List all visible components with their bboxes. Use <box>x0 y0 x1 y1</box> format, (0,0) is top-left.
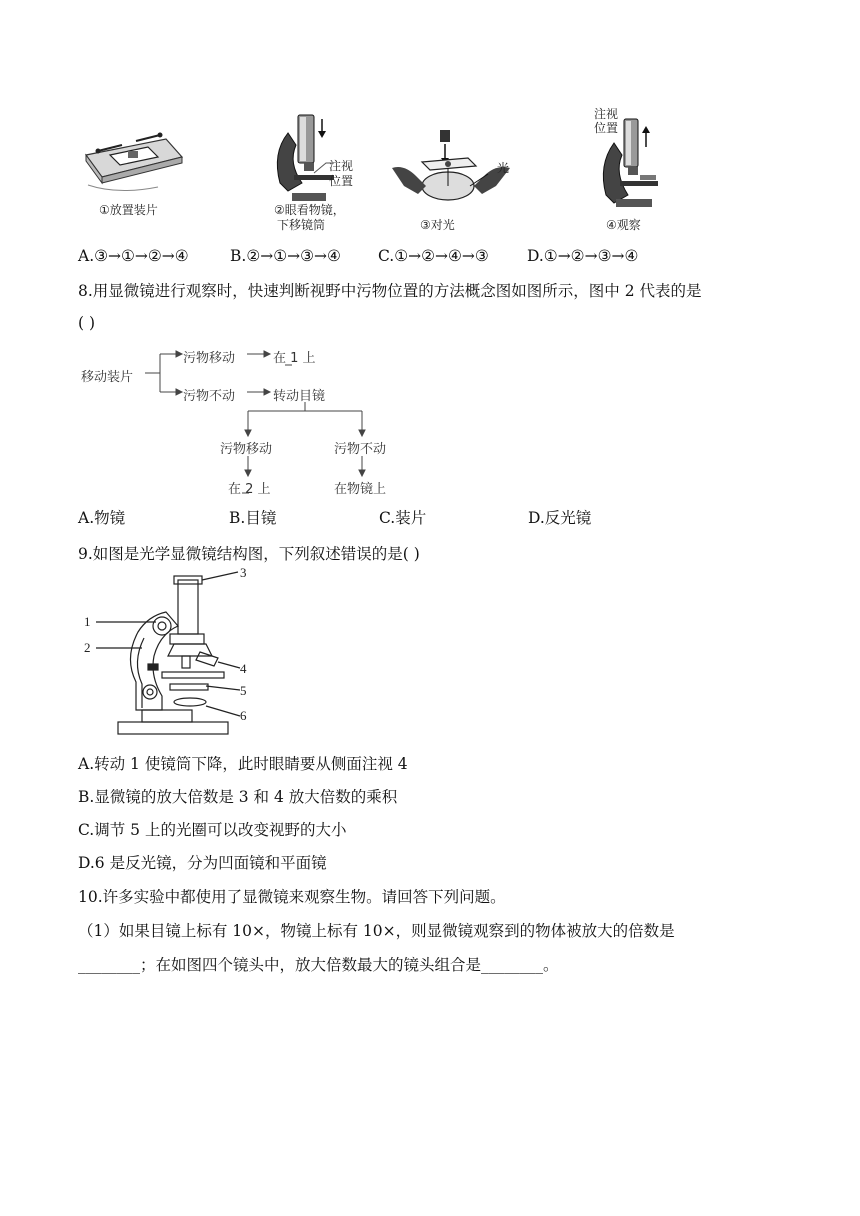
diagram-sub1-result: 在 2 上 <box>228 482 271 497</box>
q9-option-c: C.调节 5 上的光圈可以改变视野的大小 <box>78 821 347 839</box>
part-label-2: 2 <box>84 640 91 655</box>
step2-note-line1: 注视 <box>329 159 354 173</box>
q8-option-b: B.目镜 <box>229 509 277 527</box>
q7-option-b: B.②→①→③→④ <box>230 247 341 265</box>
part-label-3: 3 <box>240 565 247 580</box>
diagram-root: 移动装片 <box>81 370 134 385</box>
step4-note-line2: 位置 <box>594 121 619 135</box>
part-label-5: 5 <box>240 683 247 698</box>
q9-stem: 9.如图是光学显微镜结构图，下列叙述错误的是( ) <box>78 545 420 563</box>
step1-caption: ①放置装片 <box>99 203 158 217</box>
q7-option-a: A.③→①→②→④ <box>78 247 189 265</box>
step2-note-line2: 位置 <box>329 174 354 188</box>
diagram-branch2: 污物不动 <box>183 389 236 404</box>
q9-option-d: D.6 是反光镜，分为凹面镜和平面镜 <box>78 854 327 872</box>
q10-part1-line2: ________；在如图四个镜头中，放大倍数最大的镜头组合是________。 <box>78 956 559 974</box>
diagram-sub1: 污物移动 <box>220 442 273 457</box>
q8-option-c: C.装片 <box>379 509 427 527</box>
q9-option-b: B.显微镜的放大倍数是 3 和 4 放大倍数的乘积 <box>78 788 398 806</box>
diagram-sub2-result: 在物镜上 <box>334 482 387 497</box>
part-label-1: 1 <box>84 614 91 629</box>
q7-option-d: D.①→②→③→④ <box>527 247 639 265</box>
q8-option-d: D.反光镜 <box>528 509 592 527</box>
diagram-action2: 转动目镜 <box>273 389 326 404</box>
q8-stem: 8.用显微镜进行观察时，快速判断视野中污物位置的方法概念图如图所示，图中 2 代表的是 <box>78 282 702 300</box>
light-label: 光 <box>497 161 510 175</box>
part-label-6: 6 <box>240 708 247 723</box>
microscope-diagram <box>78 572 258 742</box>
diagram-result1: 在 1 上 <box>273 351 316 366</box>
q8-answer-bracket: ( ) <box>78 314 96 332</box>
step2-caption-line2: 下移镜筒 <box>277 218 326 232</box>
q10-part1-line1: （1）如果目镜上标有 10×，物镜上标有 10×，则显微镜观察到的物体被放大的倍数是 <box>78 922 675 940</box>
step4-note-line1: 注视 <box>594 107 619 121</box>
step2-caption-line1: ②眼看物镜， <box>274 203 345 217</box>
concept-diagram-lines <box>0 0 860 520</box>
part-label-4: 4 <box>240 661 247 676</box>
step4-caption: ④观察 <box>606 218 641 232</box>
diagram-sub2: 污物不动 <box>334 442 387 457</box>
q7-option-c: C.①→②→④→③ <box>378 247 489 265</box>
step3-caption: ③对光 <box>420 218 455 232</box>
diagram-branch1: 污物移动 <box>183 351 236 366</box>
q8-option-a: A.物镜 <box>78 509 126 527</box>
q10-stem: 10.许多实验中都使用了显微镜来观察生物。请回答下列问题。 <box>78 888 506 906</box>
q9-option-a: A.转动 1 使镜筒下降，此时眼睛要从侧面注视 4 <box>78 755 408 773</box>
